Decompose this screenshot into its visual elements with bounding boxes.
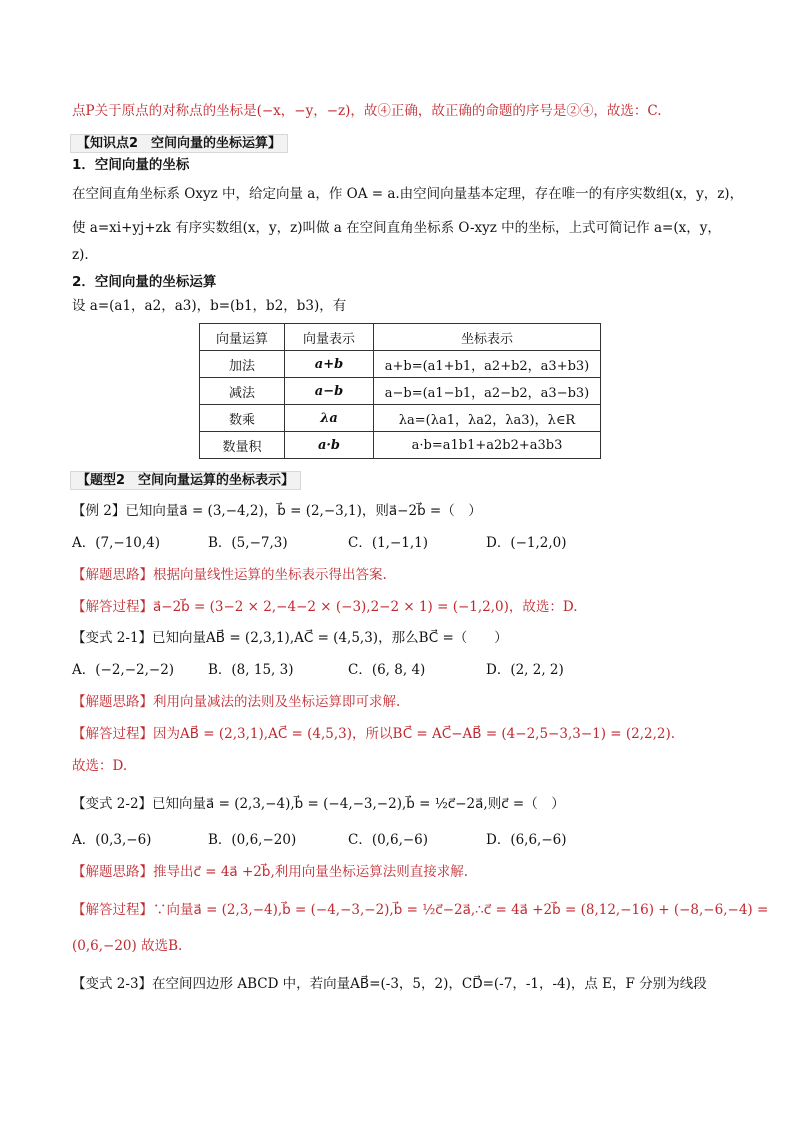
question-type-header: [70, 470, 301, 491]
variant-2-1-idea: 【解题思路】利用向量减法的法则及坐标运算即可求解.: [72, 694, 401, 710]
paragraph-line-1: 在空间直角坐标系 Oxyz 中，给定向量 a，作 OA = a.由空间向量基本定理，存在唯一的有序实数组(x，y，z)，: [72, 186, 744, 202]
table-cell: λa=(λa1，λa2，λa3)，λ∈R: [374, 405, 601, 432]
table-header-cell: 坐标表示: [374, 324, 601, 351]
paragraph-line-2: 使 a=xi+yj+zk 有序实数组(x，y，z)叫做 a 在空间直角坐标系 O-xyz 中的坐标，上式可简记作 a=(x，y，: [72, 220, 721, 236]
option-c: C．(6, 8, 4): [348, 662, 426, 678]
table-cell: a·b=a1b1+a2b2+a3b3: [374, 432, 601, 459]
section-1-title: 1．空间向量的坐标: [72, 157, 190, 173]
variant-2-2-process-line-2: (0,6,−20) 故选B.: [72, 938, 183, 954]
table-cell: a−b: [285, 378, 374, 405]
option-a: A．(−2,−2,−2): [72, 662, 175, 678]
table-cell: a·b: [285, 432, 374, 459]
option-c: C．(1,−1,1): [348, 535, 429, 551]
option-b: B．(8, 15, 3): [208, 662, 294, 678]
variant-2-2-idea: 【解题思路】推导出c⃗ = 4a⃗ +2b⃗,利用向量坐标运算法则直接求解.: [72, 864, 469, 880]
assumption-line: 设 a=(a1，a2，a3)，b=(b1，b2，b3)，有: [72, 298, 347, 314]
table-cell: 加法: [200, 351, 285, 378]
table-cell: λa: [285, 405, 374, 432]
knowledge-point-header: [70, 133, 288, 154]
coordinate-operations-table: [199, 323, 601, 459]
table-row: [200, 378, 601, 405]
option-a: A．(0,3,−6): [72, 832, 152, 848]
section-2-title: 2．空间向量的坐标运算: [72, 274, 217, 290]
option-d: D．(2, 2, 2): [486, 662, 564, 678]
variant-2-1-answer: 故选：D.: [72, 758, 128, 774]
table-cell: a+b: [285, 351, 374, 378]
variant-2-1-question: 【变式 2-1】已知向量AB⃗ = (2,3,1),AC⃗ = (4,5,3)，那么BC⃗ =（ ）: [72, 630, 508, 646]
type2-header-label: 【题型2 空间向量运算的坐标表示】: [70, 471, 301, 490]
option-d: D．(6,6,−6): [486, 832, 567, 848]
table-header-cell: 向量表示: [285, 324, 374, 351]
option-d: D．(−1,2,0): [486, 535, 567, 551]
paragraph-line-3: z).: [72, 247, 89, 263]
table-row: [200, 351, 601, 378]
table-cell: 数量积: [200, 432, 285, 459]
variant-2-3-question: 【变式 2-3】在空间四边形 ABCD 中，若向量AB⃗=(-3，5，2)，CD⃗=(-7，-1，-4)，点 E，F 分别为线段: [72, 976, 707, 992]
variant-2-2-process-line-1: 【解答过程】∵向量a⃗ = (2,3,−4),b⃗ = (−4,−3,−2),b⃗ = ½c⃗−2a⃗,∴c⃗ = 4a⃗ +2b⃗ = (8,12,−16) + (−8,−6,−4) =: [72, 902, 769, 918]
table-cell: 数乘: [200, 405, 285, 432]
variant-2-1-process: 【解答过程】因为AB⃗ = (2,3,1),AC⃗ = (4,5,3)，所以BC⃗ = AC⃗−AB⃗ = (4−2,5−3,3−1) = (2,2,2).: [72, 726, 676, 742]
example-2-question: 【例 2】已知向量a⃗ = (3,−4,2)，b⃗ = (2,−3,1)，则a⃗−2b⃗ =（ ）: [72, 503, 482, 519]
option-a: A．(7,−10,4): [72, 535, 161, 551]
prev-solution-line: 点P关于原点的对称点的坐标是(−x，−y，−z)，故④正确，故正确的命题的序号是②④，故选：C.: [72, 103, 662, 119]
option-b: B．(5,−7,3): [208, 535, 288, 551]
option-b: B．(0,6,−20): [208, 832, 297, 848]
table-header-row: [200, 324, 601, 351]
table-row: [200, 405, 601, 432]
kp2-header-label: 【知识点2 空间向量的坐标运算】: [70, 134, 288, 153]
table-cell: a−b=(a1−b1，a2−b2，a3−b3): [374, 378, 601, 405]
example-2-process: 【解答过程】a⃗−2b⃗ = (3−2 × 2,−4−2 × (−3),2−2 × 1) = (−1,2,0)，故选：D.: [72, 599, 578, 615]
example-2-idea: 【解题思路】根据向量线性运算的坐标表示得出答案.: [72, 567, 387, 583]
variant-2-2-question: 【变式 2-2】已知向量a⃗ = (2,3,−4),b⃗ = (−4,−3,−2),b⃗ = ½c⃗−2a⃗,则c⃗ =（ ）: [72, 796, 565, 812]
table-cell: 减法: [200, 378, 285, 405]
option-c: C．(0,6,−6): [348, 832, 429, 848]
table-cell: a+b=(a1+b1，a2+b2，a3+b3): [374, 351, 601, 378]
table-header-cell: 向量运算: [200, 324, 285, 351]
table-row: [200, 432, 601, 459]
